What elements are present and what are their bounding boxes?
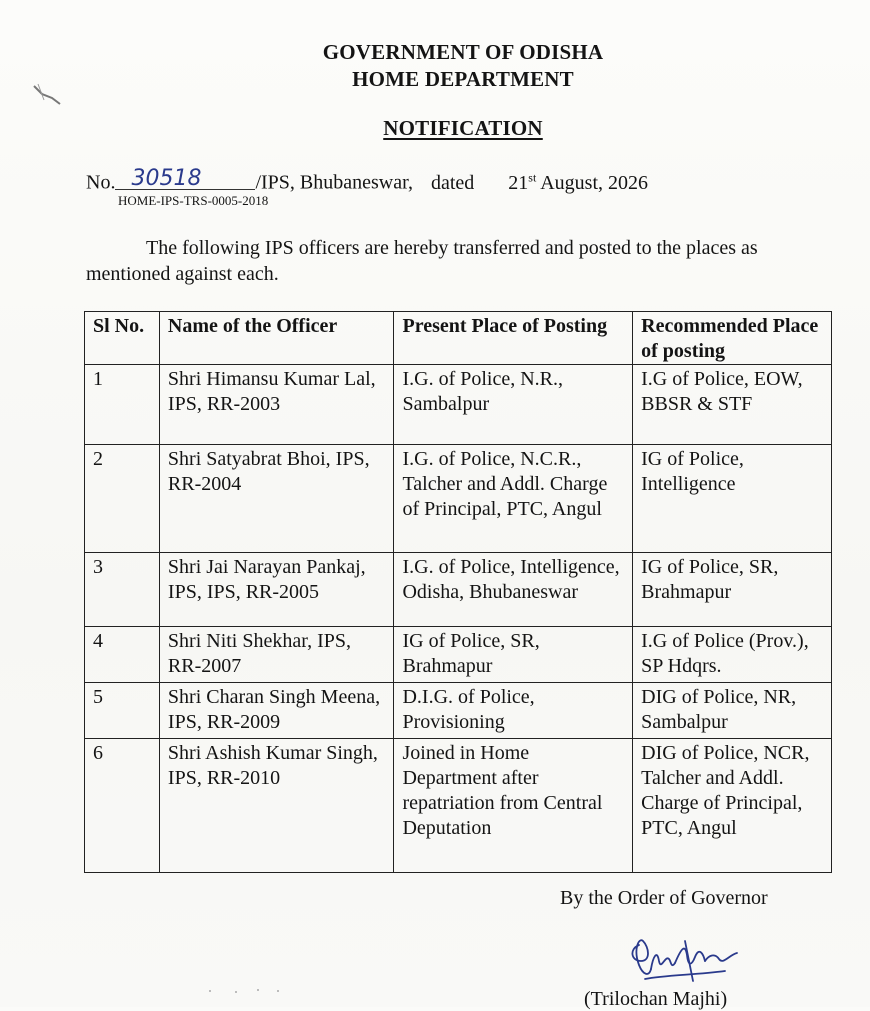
cell-officer-name: Shri Satyabrat Bhoi, IPS, RR-2004	[159, 445, 394, 553]
intro-paragraph: The following IPS officers are hereby transferred and posted to the places as mentioned against each.	[86, 237, 758, 285]
reference-no-label: No.	[86, 171, 116, 194]
notification-title-text: NOTIFICATION	[383, 116, 543, 140]
cell-officer-name: Shri Charan Singh Meena, IPS, RR-2009	[159, 683, 394, 739]
table-header-row	[85, 312, 832, 365]
cell-recommended-posting: I.G of Police (Prov.), SP Hdqrs.	[633, 627, 832, 683]
header-sl-no: Sl No.	[85, 312, 160, 365]
cell-recommended-posting: DIG of Police, NR, Sambalpur	[633, 683, 832, 739]
cell-sl-no: 3	[85, 553, 160, 627]
cell-present-posting: Joined in Home Department after repatriation from Central Deputation	[394, 739, 633, 873]
reference-line	[86, 165, 649, 195]
header-officer-name: Name of the Officer	[159, 312, 394, 365]
cell-sl-no: 2	[85, 445, 160, 553]
table-row	[85, 739, 832, 873]
cell-present-posting: I.G. of Police, N.R., Sambalpur	[394, 365, 633, 445]
cell-present-posting: I.G. of Police, N.C.R., Talcher and Addl. Charge of Principal, PTC, Angul	[394, 445, 633, 553]
table-row	[85, 445, 832, 553]
date-ordinal: st	[528, 170, 537, 184]
header-recommended-posting: Recommended Place of posting	[633, 312, 832, 365]
government-heading: GOVERNMENT OF ODISHA	[322, 40, 604, 64]
date-day: 21	[508, 171, 529, 194]
cell-recommended-posting: DIG of Police, NCR, Talcher and Addl. Charge of Principal, PTC, Angul	[633, 739, 832, 873]
scan-speck-mark	[30, 80, 70, 110]
signatory-name: (Trilochan Majhi)	[584, 988, 728, 1010]
reference-number: 30518	[115, 169, 255, 190]
header-present-posting: Present Place of Posting	[394, 312, 633, 365]
cell-sl-no: 5	[85, 683, 160, 739]
department-heading: HOME DEPARTMENT	[352, 67, 574, 91]
date-month-year: August, 2026	[540, 171, 649, 194]
file-reference: HOME-IPS-TRS-0005-2018	[118, 193, 269, 208]
cell-present-posting: D.I.G. of Police, Provisioning	[394, 683, 633, 739]
cell-officer-name: Shri Ashish Kumar Singh, IPS, RR-2010	[159, 739, 394, 873]
date-value	[508, 172, 648, 194]
dated-label: dated	[430, 171, 475, 194]
table-row	[85, 683, 832, 739]
reference-suffix: /IPS, Bhubaneswar,	[255, 171, 413, 194]
cell-recommended-posting: IG of Police, SR, Brahmapur	[633, 553, 832, 627]
table-row	[85, 627, 832, 683]
cell-present-posting: I.G. of Police, Intelligence, Odisha, Bhubaneswar	[394, 553, 633, 627]
cell-officer-name: Shri Niti Shekhar, IPS, RR-2007	[159, 627, 394, 683]
cell-recommended-posting: I.G of Police, EOW, BBSR & STF	[633, 365, 832, 445]
order-line: By the Order of Governor	[560, 887, 768, 909]
table-row	[85, 365, 832, 445]
cell-officer-name: Shri Himansu Kumar Lal, IPS, RR-2003	[159, 365, 394, 445]
cell-sl-no: 4	[85, 627, 160, 683]
cell-present-posting: IG of Police, SR, Brahmapur	[394, 627, 633, 683]
notification-title	[28, 116, 870, 141]
scan-speck-mark	[200, 985, 290, 997]
table-row	[85, 553, 832, 627]
cell-recommended-posting: IG of Police, Intelligence	[633, 445, 832, 553]
cell-officer-name: Shri Jai Narayan Pankaj, IPS, IPS, RR-2005	[159, 553, 394, 627]
cell-sl-no: 6	[85, 739, 160, 873]
postings-table	[84, 311, 832, 873]
signature-mark	[625, 935, 755, 991]
cell-sl-no: 1	[85, 365, 160, 445]
